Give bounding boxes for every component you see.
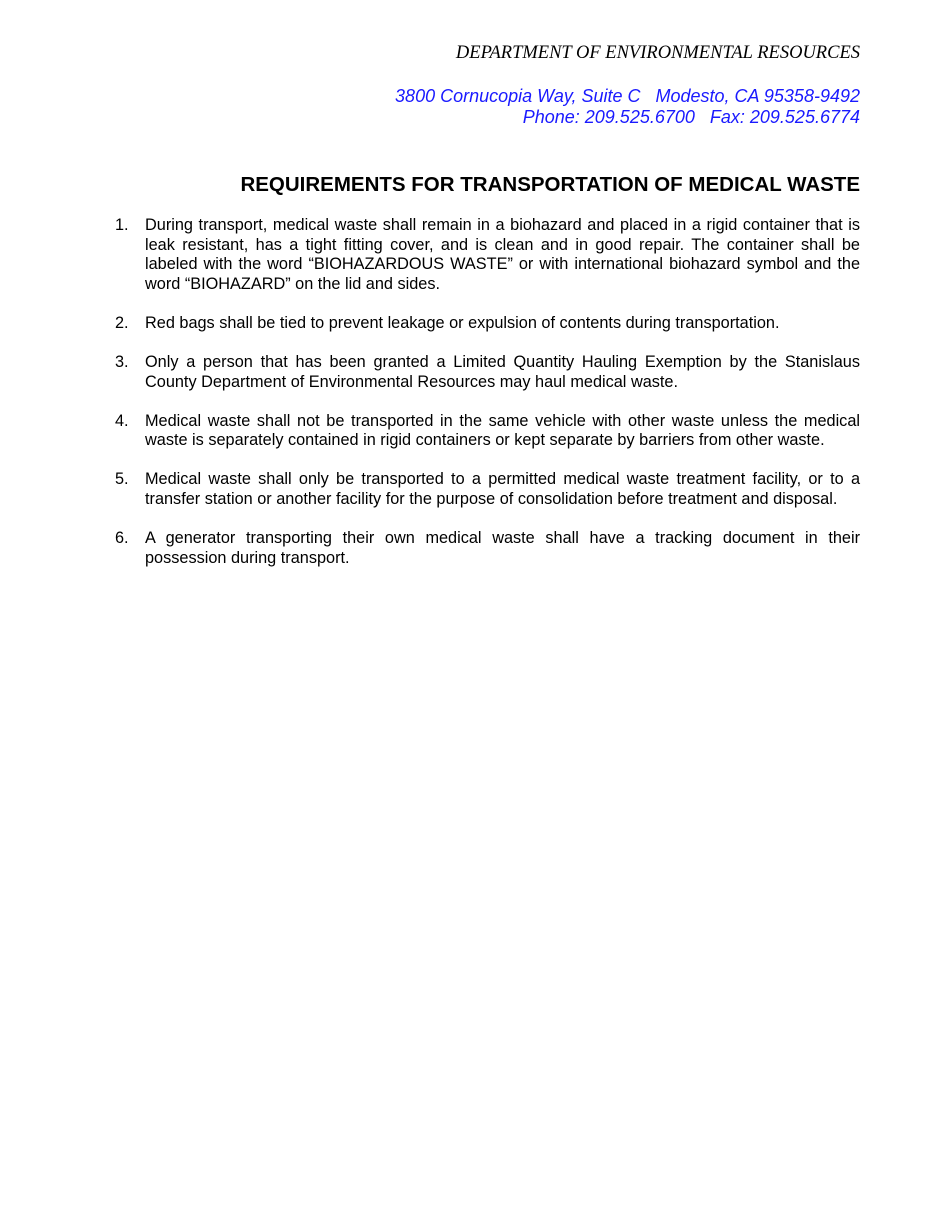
requirement-item (115, 412, 860, 451)
requirement-number: 5. (115, 470, 129, 489)
department-name: DEPARTMENT OF ENVIRONMENTAL RESOURCES (455, 43, 860, 63)
requirement-number: 2. (115, 313, 129, 332)
requirement-item (115, 216, 860, 294)
requirement-text: Red bags shall be tied to prevent leakage or expulsion of contents during transportation. (145, 313, 780, 332)
requirement-item (115, 314, 860, 334)
street-address: 3800 Cornucopia Way, Suite C Modesto, CA 95358-9492 (395, 86, 860, 106)
requirement-text: Only a person that has been granted a Limited Quantity Hauling Exemption by the Stanislaus County Department of Environmental Resources may haul medical waste. (145, 352, 860, 391)
requirement-text: Medical waste shall only be transported to a permitted medical waste treatment facility, or to a transfer station or another facility for the purpose of consolidation before treatment and disposal. (145, 470, 860, 508)
requirement-text: A generator transporting their own medical waste shall have a tracking document in their possession during transport. (145, 529, 860, 567)
contact-block (100, 86, 860, 128)
phone-fax: Phone: 209.525.6700 Fax: 209.525.6774 (522, 107, 860, 127)
requirement-number: 1. (115, 216, 129, 234)
requirements-list (115, 216, 860, 588)
requirement-number: 3. (115, 352, 129, 371)
document-title: REQUIREMENTS FOR TRANSPORTATION OF MEDICAL WASTE (240, 173, 860, 196)
requirement-text: During transport, medical waste shall remain in a biohazard and placed in a rigid container that is leak resistant, has a tight fitting cover, and is clean and in good repair. The container shall be labeled with the word “BIOHAZARDOUS WASTE” or with international biohazard symbol and the word “BIOHAZARD” on the lid and sides. (145, 216, 860, 293)
requirement-number: 6. (115, 529, 129, 548)
requirement-number: 4. (115, 411, 129, 430)
requirement-item (115, 470, 860, 509)
requirement-item (115, 529, 860, 568)
requirement-text: Medical waste shall not be transported in the same vehicle with other waste unless the medical waste is separately contained in rigid containers or kept separate by barriers from other waste. (145, 411, 860, 450)
requirement-item (115, 353, 860, 392)
